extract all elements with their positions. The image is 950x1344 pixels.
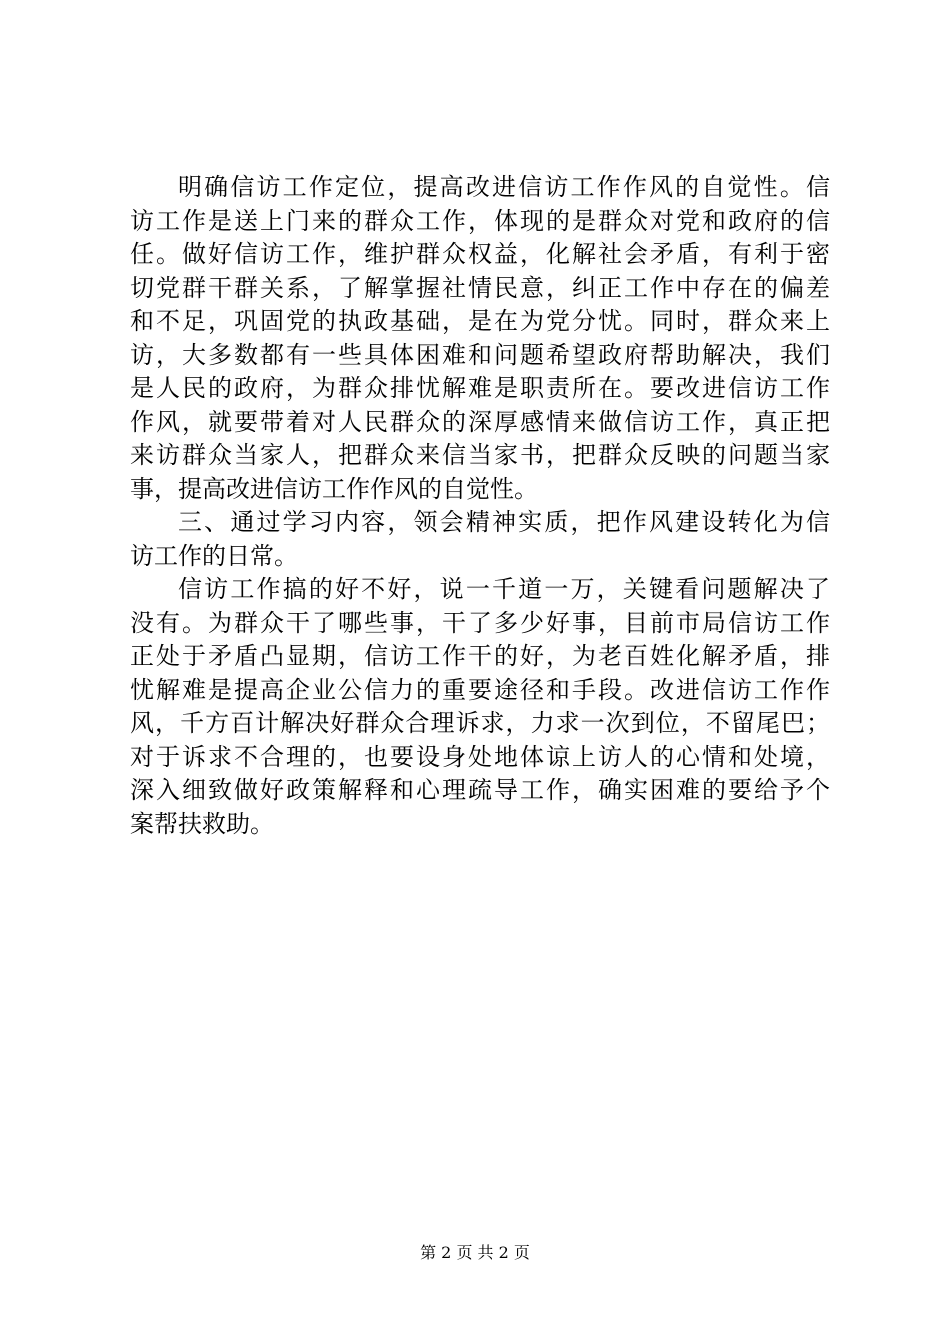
page-number-label: 第 2 页 共 2 页	[420, 1243, 530, 1262]
text-line: 切党群干群关系，了解掌握社情民意，纠正工作中存在的偏差	[130, 273, 830, 302]
section-heading: 三、通过学习内容，领会精神实质，把作风建设转化为信	[178, 508, 830, 536]
page-footer	[0, 1243, 950, 1263]
document-body	[130, 171, 830, 841]
text-line: 案帮扶救助。	[130, 809, 274, 838]
text-line: 信访工作搞的好不好，说一千道一万，关键看问题解决了	[178, 575, 830, 603]
text-line: 风，千方百计解决好群众合理诉求，力求一次到位，不留尾巴；	[130, 709, 830, 737]
text-line: 访工作是送上门来的群众工作，体现的是群众对党和政府的信	[130, 206, 830, 235]
text-line: 任。做好信访工作，维护群众权益，化解社会矛盾，有利于密	[130, 240, 830, 268]
text-line: 对于诉求不合理的，也要设身处地体谅上访人的心情和处境，	[130, 742, 830, 771]
text-line: 作风，就要带着对人民群众的深厚感情来做信访工作，真正把	[130, 407, 830, 436]
text-line: 来访群众当家人，把群众来信当家书，把群众反映的问题当家	[130, 441, 830, 469]
text-line: 是人民的政府，为群众排忧解难是职责所在。要改进信访工作	[130, 374, 830, 402]
text-line: 事，提高改进信访工作作风的自觉性。	[130, 474, 538, 503]
section-heading: 访工作的日常。	[130, 541, 298, 570]
text-line: 深入细致做好政策解释和心理疏导工作，确实困难的要给予个	[130, 776, 830, 804]
text-line: 正处于矛盾凸显期，信访工作干的好，为老百姓化解矛盾，排	[130, 642, 830, 670]
text-line: 访，大多数都有一些具体困难和问题希望政府帮助解决，我们	[130, 340, 830, 369]
text-line: 和不足，巩固党的执政基础，是在为党分忧。同时，群众来上	[130, 307, 830, 335]
text-line: 明确信访工作定位，提高改进信访工作作风的自觉性。信	[178, 173, 830, 201]
text-line: 忧解难是提高企业公信力的重要途径和手段。改进信访工作作	[130, 675, 830, 704]
text-line: 没有。为群众干了哪些事，干了多少好事，目前市局信访工作	[130, 608, 830, 637]
